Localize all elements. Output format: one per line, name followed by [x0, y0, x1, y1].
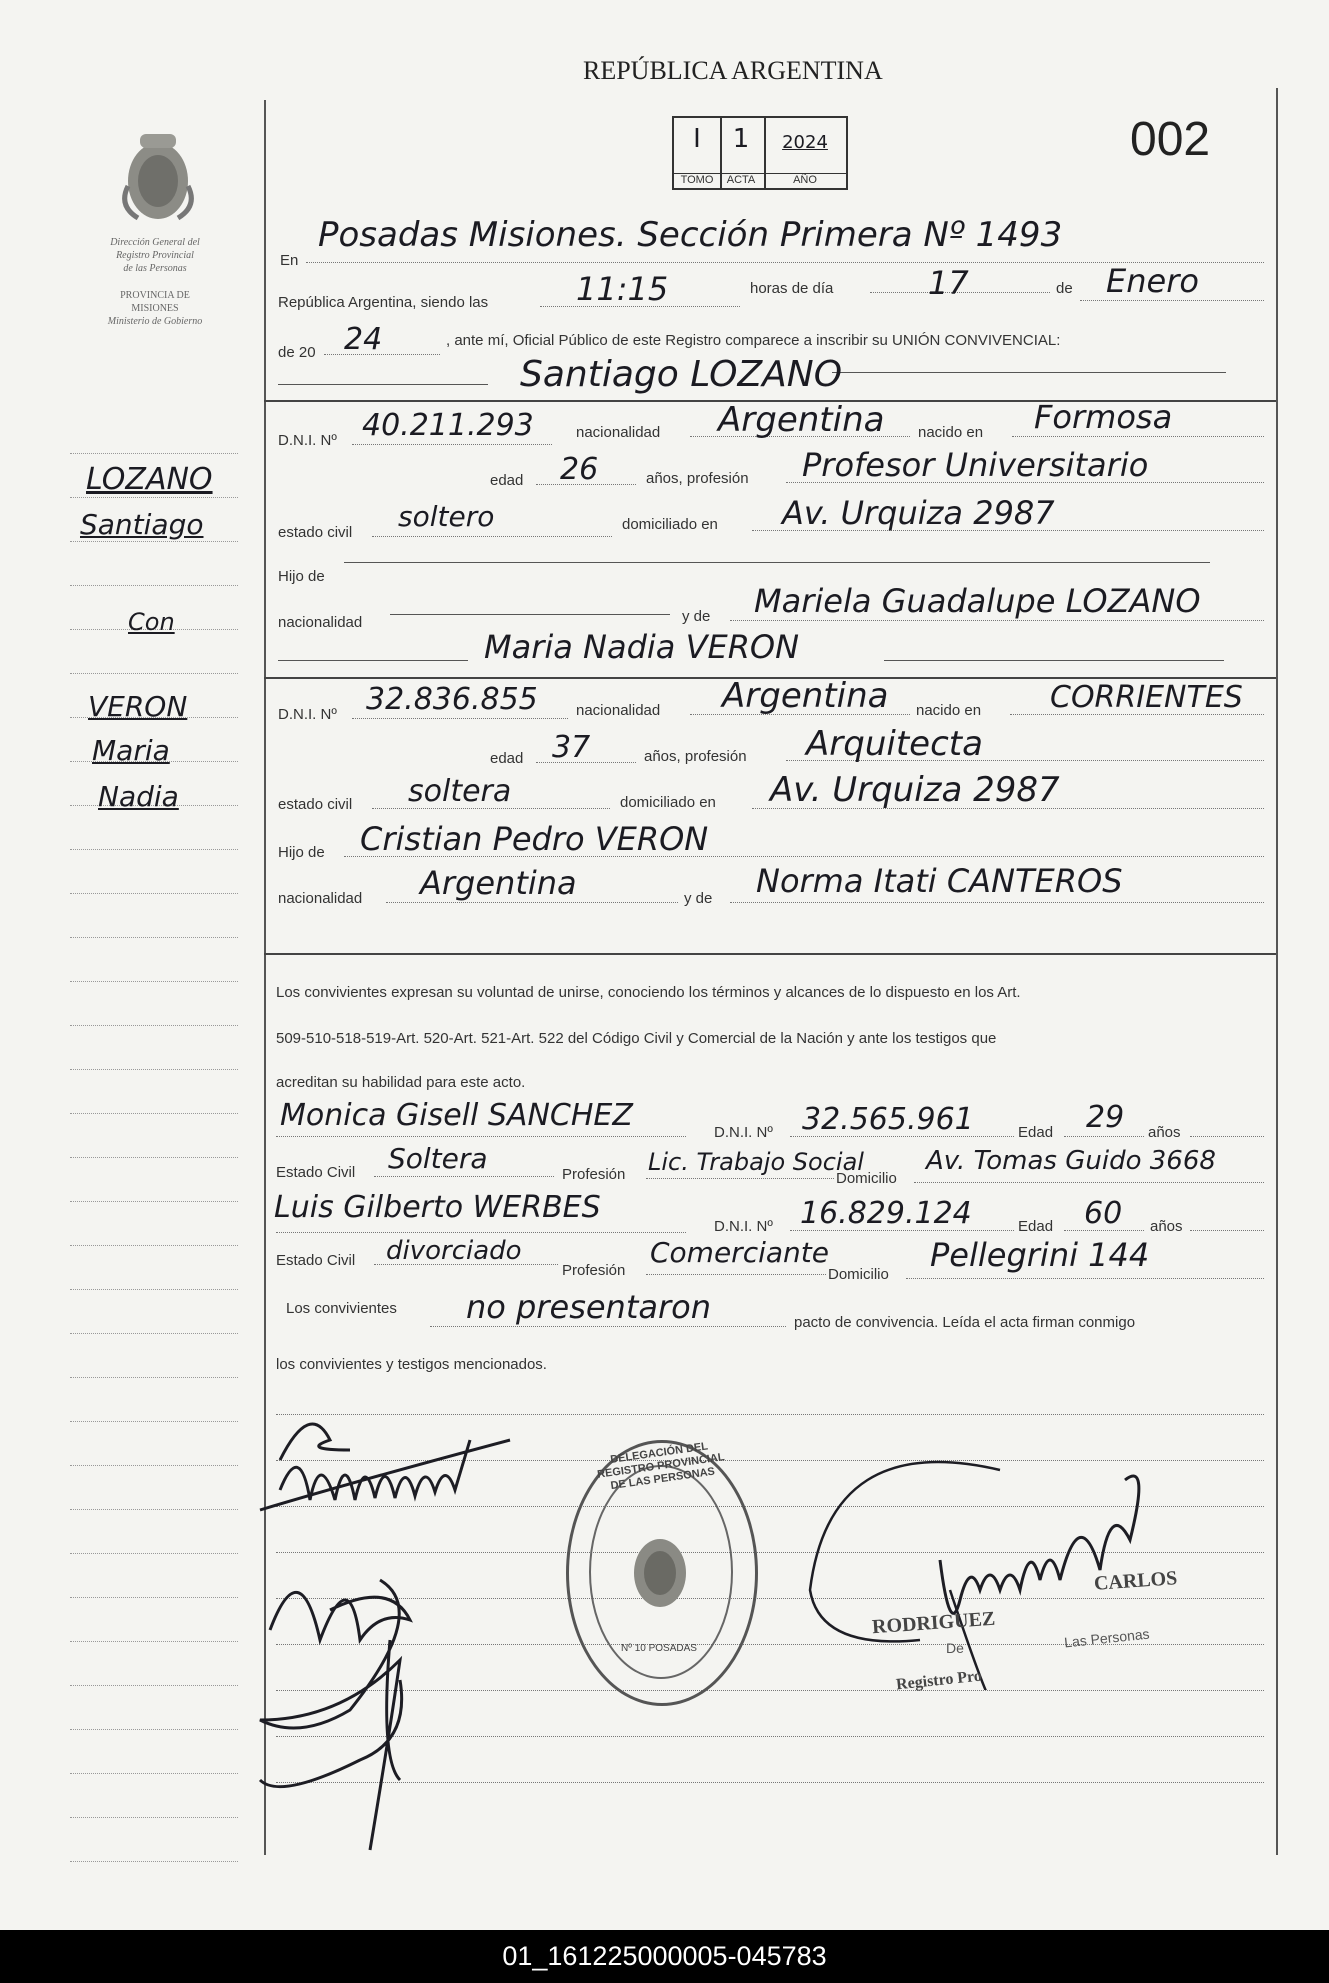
- p2-address: Av. Urquiza 2987: [770, 770, 1060, 810]
- p2-dni-label: D.N.I. Nº: [278, 706, 337, 723]
- acta-label: ACTA: [718, 173, 764, 186]
- w1-dni: 32.565.961: [802, 1102, 974, 1137]
- p1-hijo-label: Hijo de: [278, 568, 325, 585]
- p1-yde-label: y de: [682, 608, 711, 625]
- p1-edad-label: edad: [490, 472, 524, 489]
- p1-prof-label: años, profesión: [646, 470, 749, 487]
- pact-value: no presentaron: [466, 1288, 711, 1326]
- registry-place: Posadas Misiones. Sección Primera Nº 1493: [318, 215, 1063, 255]
- anio-value: 2024: [782, 132, 828, 153]
- ante-text: , ante mí, Oficial Público de este Registro comparece a inscribir su UNIÓN CONVIVENCIAL:: [446, 332, 1061, 349]
- w1-profession: Lic. Trabajo Social: [648, 1148, 864, 1176]
- p2-age: 37: [552, 730, 591, 765]
- w2-age: 60: [1084, 1196, 1123, 1231]
- agency-line2: Registro Provincial: [116, 250, 194, 261]
- coat-of-arms-icon: [118, 126, 198, 226]
- p1-birthplace: Formosa: [1034, 398, 1173, 436]
- p1-mother: Mariela Guadalupe LOZANO: [754, 582, 1201, 620]
- p1-civil: soltero: [398, 500, 495, 533]
- w2-civil: divorciado: [386, 1236, 522, 1266]
- person2-intro-name: Maria Nadia VERON: [484, 628, 800, 666]
- rep-label: República Argentina, siendo las: [278, 294, 489, 311]
- w1-address: Av. Tomas Guido 3668: [926, 1146, 1216, 1176]
- p2-prof-label: años, profesión: [644, 748, 747, 765]
- p2-nac-label: nacionalidad: [576, 702, 661, 719]
- p1-dni-label: D.N.I. Nº: [278, 432, 337, 449]
- margin-p2-surname: VERON: [88, 690, 188, 723]
- p1-dni: 40.211.293: [362, 408, 534, 443]
- p2-birthplace: CORRIENTES: [1050, 680, 1243, 715]
- p2-hijo-label: Hijo de: [278, 844, 325, 861]
- p2-civil: soltera: [408, 774, 512, 809]
- w1-civil: Soltera: [388, 1142, 488, 1175]
- margin-p1-name: Santiago: [80, 508, 204, 541]
- p2-edad-label: edad: [490, 750, 524, 767]
- party-signatures: [240, 1380, 580, 1860]
- p1-profession: Profesor Universitario: [802, 446, 1149, 484]
- w1-anos-label: años: [1148, 1124, 1181, 1141]
- p2-nacido-label: nacido en: [916, 702, 982, 719]
- declaration-line3: acreditan su habilidad para este acto.: [276, 1074, 526, 1091]
- agency-line1: Dirección General del: [110, 237, 200, 248]
- w2-anos-label: años: [1150, 1218, 1183, 1235]
- p2-mother: Norma Itati CANTEROS: [756, 862, 1123, 900]
- margin-p1-surname: LOZANO: [86, 462, 213, 497]
- p2-father: Cristian Pedro VERON: [360, 820, 709, 858]
- w1-dni-label: D.N.I. Nº: [714, 1124, 773, 1141]
- pact-label: Los convivientes: [286, 1300, 397, 1317]
- w1-dom-label: Domicilio: [836, 1170, 897, 1187]
- p2-civil-label: estado civil: [278, 796, 353, 813]
- p2-nac2-label: nacionalidad: [278, 890, 363, 907]
- official-signature: [800, 1440, 1220, 1690]
- acta-value: 1: [732, 124, 750, 154]
- anio-label: AÑO: [764, 173, 846, 186]
- p1-civil-label: estado civil: [278, 524, 353, 541]
- p1-nacido-label: nacido en: [918, 424, 984, 441]
- margin-con: Con: [128, 608, 175, 636]
- pact-line2: los convivientes y testigos mencionados.: [276, 1356, 547, 1373]
- province-line2: MISIONES: [131, 303, 179, 314]
- w2-profession: Comerciante: [650, 1236, 829, 1269]
- registry-seal: [566, 1440, 758, 1706]
- horas-label: horas de día: [750, 280, 834, 297]
- margin-p2-name1: Maria: [92, 734, 170, 767]
- tomo-value: I: [693, 124, 701, 154]
- declaration-line2: 509-510-518-519-Art. 520-Art. 521-Art. 522 del Código Civil y Comercial de la Nación y ante los testigos que: [276, 1030, 997, 1047]
- pact-text: pacto de convivencia. Leída el acta firman conmigo: [794, 1314, 1136, 1331]
- official-stamp-l1: RODRIGUEZ: [871, 1607, 996, 1639]
- ministry-line: Ministerio de Gobierno: [107, 316, 203, 327]
- official-stamp-l3: Registro Pro: [895, 1667, 983, 1694]
- tomo-label: TOMO: [674, 173, 720, 186]
- person1-name: Santiago LOZANO: [520, 354, 843, 395]
- w2-dom-label: Domicilio: [828, 1266, 889, 1283]
- official-stamp-l5: De: [946, 1640, 964, 1656]
- w1-civil-label: Estado Civil: [276, 1164, 356, 1181]
- agency-block: [80, 236, 230, 328]
- p2-dom-label: domiciliado en: [620, 794, 716, 811]
- p1-address: Av. Urquiza 2987: [782, 494, 1055, 532]
- en-label: En: [280, 252, 299, 269]
- w2-prof-label: Profesión: [562, 1262, 626, 1279]
- p2-dni: 32.836.855: [366, 682, 538, 717]
- p1-nac2-label: nacionalidad: [278, 614, 363, 631]
- tomo-box: [672, 116, 722, 190]
- anio-box: [764, 116, 848, 190]
- official-stamp-l4: Las Personas: [1063, 1625, 1151, 1651]
- year-label: de 20: [278, 344, 316, 361]
- seal-emblem-icon: [627, 1529, 693, 1613]
- registry-month: Enero: [1106, 262, 1199, 300]
- p1-age: 26: [560, 452, 599, 487]
- page-number: 002: [1130, 113, 1211, 166]
- registry-year: 24: [344, 322, 383, 357]
- p1-nationality: Argentina: [718, 400, 885, 440]
- w1-age: 29: [1086, 1100, 1125, 1135]
- acta-box: [718, 116, 766, 190]
- p1-nac-label: nacionalidad: [576, 424, 661, 441]
- w2-address: Pellegrini 144: [930, 1236, 1150, 1274]
- w1-edad-label: Edad: [1018, 1124, 1054, 1141]
- w2-name: Luis Gilberto WERBES: [274, 1190, 601, 1225]
- w1-prof-label: Profesión: [562, 1166, 626, 1183]
- declaration-line1: Los convivientes expresan su voluntad de unirse, conociendo los términos y alcances de lo dispuesto en los Art.: [276, 984, 1021, 1001]
- seal-text: DELEGACIÓN DEL REGISTRO PROVINCIAL DE LAS PERSONAS: [596, 1440, 726, 1493]
- p2-parents-nationality: Argentina: [420, 864, 577, 902]
- seal-sub: Nº 10 POSADAS: [621, 1643, 697, 1654]
- scan-id-footer: 01_161225000005-045783: [0, 1930, 1329, 1983]
- agency-line3: de las Personas: [123, 263, 187, 274]
- w2-civil-label: Estado Civil: [276, 1252, 356, 1269]
- margin-p2-name2: Nadia: [98, 780, 179, 813]
- registry-day: 17: [928, 264, 969, 302]
- w1-name: Monica Gisell SANCHEZ: [280, 1098, 633, 1133]
- frame-right-line: [1276, 88, 1278, 1855]
- de-label: de: [1056, 280, 1073, 297]
- province-line1: PROVINCIA DE: [120, 290, 190, 301]
- section-divider-3: [264, 953, 1276, 955]
- official-stamp-l2: CARLOS: [1093, 1567, 1178, 1595]
- w2-dni-label: D.N.I. Nº: [714, 1218, 773, 1235]
- w2-edad-label: Edad: [1018, 1218, 1054, 1235]
- p2-profession: Arquitecta: [806, 724, 983, 764]
- p2-nationality: Argentina: [722, 676, 889, 716]
- registry-time: 11:15: [576, 270, 669, 308]
- w2-dni: 16.829.124: [800, 1196, 972, 1231]
- p2-yde-label: y de: [684, 890, 713, 907]
- country-title: REPÚBLICA ARGENTINA: [583, 56, 883, 85]
- p1-dom-label: domiciliado en: [622, 516, 718, 533]
